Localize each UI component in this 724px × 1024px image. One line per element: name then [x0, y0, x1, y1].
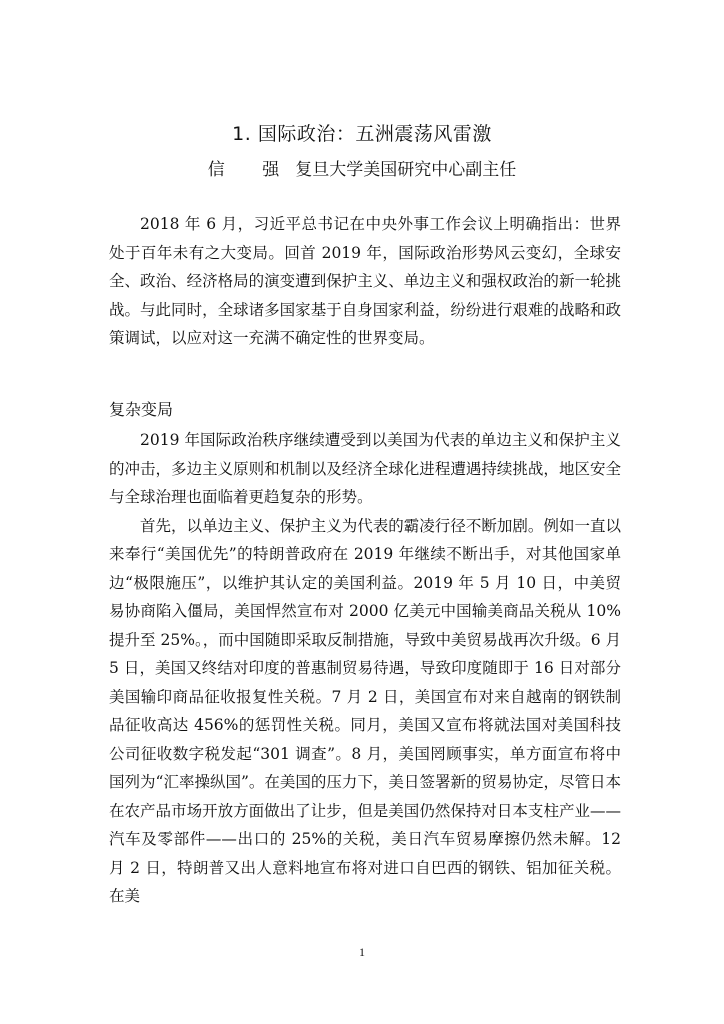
author-role: 复旦大学美国研究中心副主任	[295, 160, 517, 180]
section-heading: 复杂变局	[109, 400, 174, 419]
intro-section	[109, 210, 621, 353]
author-line	[0, 156, 724, 184]
page-title: 1. 国际政治：五洲震荡风雷激	[232, 123, 492, 145]
page-number: 1	[359, 945, 365, 959]
body-paragraph: 首先，以单边主义、保护主义为代表的霸凌行径不断加剧。例如一直以来奉行“美国优先”的特朗普政府在 2019 年继续不断出手，对其他国家单边“极限施压”，以维护其认定的美国利益。2019 年 5 月 10 日，中美贸易协商陷入僵局，美国悍然宣布对 2000 亿美元中国输美商品关税从 10%提升至 25%。，而中国随即采取反制措施，导致中美贸易战再次升级。6 月 5 日，美国又终结对印度的普惠制贸易待遇，导致印度随即于 16 日对部分美国输印商品征收报复性关税。7 月 2 日，美国宣布对来自越南的钢铁制品征收高达 456%的惩罚性关税。同月，美国又宣布将就法国对美国科技公司征收数字税发起“301 调查”。8 月，美国罔顾事实，单方面宣布将中国列为“汇率操纵国”。在美国的压力下，美日签署新的贸易协定，尽管日本在农产品市场开放方面做出了让步，但是美国仍然保持对日本支柱产业——汽车及零部件——出口的 25%的关税，美日汽车贸易摩擦仍然未解。12 月 2 日，特朗普又出人意料地宣布将对进口自巴西的钢铁、铝加征关税。在美	[109, 516, 621, 905]
body-paragraph: 2019 年国际政治秩序继续遭受到以美国为代表的单边主义和保护主义的冲击，多边主义原则和机制以及经济全球化进程遭遇持续挑战，地区安全与全球治理也面临着更趋复杂的形势。	[109, 431, 621, 506]
author-name: 信 强	[207, 160, 296, 180]
section-body	[109, 426, 621, 911]
intro-paragraph: 2018 年 6 月，习近平总书记在中央外事工作会议上明确指出：世界处于百年未有之大变局。回首 2019 年，国际政治形势风云变幻，全球安全、政治、经济格局的演变遭到保护主义、单边主义和强权政治的新一轮挑战。与此同时，全球诸多国家基于自身国家利益，纷纷进行艰难的战略和政策调试，以应对这一充满不确定性的世界变局。	[109, 215, 621, 347]
